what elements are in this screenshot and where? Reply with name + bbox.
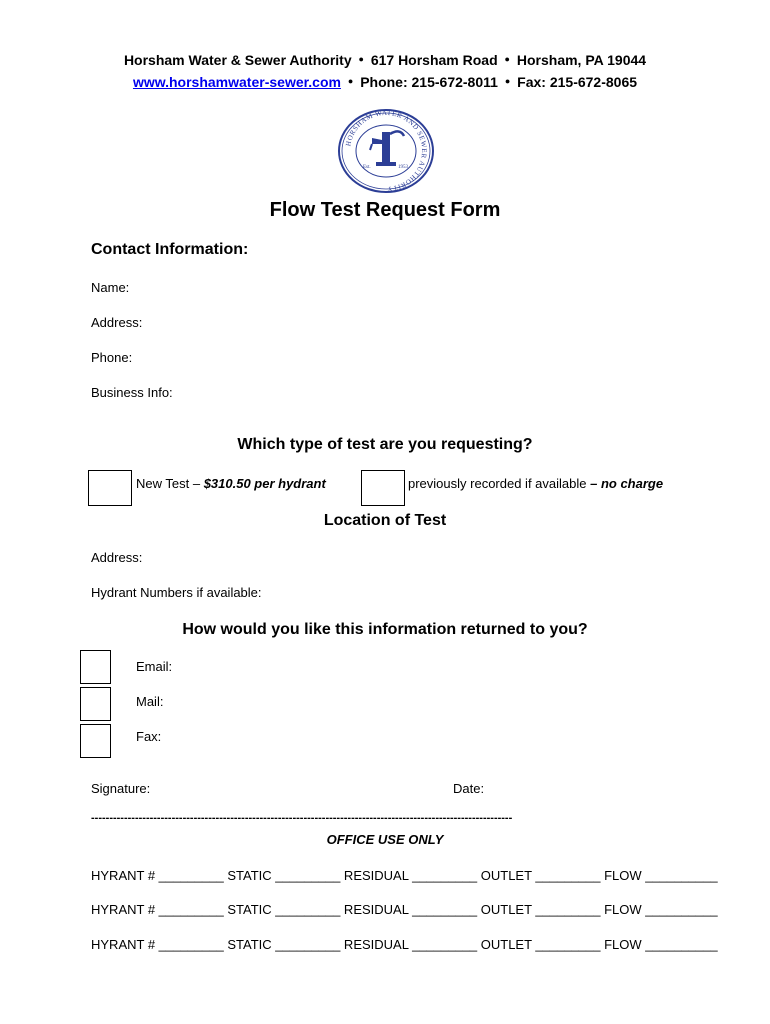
office-divider: ------------------------------------------------------------------------------------------------------------------- — [91, 812, 513, 824]
office-row: HYRANT # _________ STATIC _________ RESIDUAL _________ OUTLET _________ FLOW __________ — [91, 902, 718, 917]
new-test-price: $310.50 per hydrant — [203, 476, 326, 491]
authority-name: Horsham Water & Sewer Authority — [123, 52, 352, 68]
fax-checkbox[interactable] — [80, 724, 111, 758]
new-test-checkbox[interactable] — [88, 470, 132, 506]
office-row: HYRANT # _________ STATIC _________ RESIDUAL _________ OUTLET _________ FLOW __________ — [91, 868, 718, 883]
business-info-label: Business Info: — [91, 385, 173, 400]
test-type-question: Which type of test are you requesting? — [237, 436, 533, 453]
new-test-label — [136, 476, 326, 491]
separator-dot: ● — [504, 54, 510, 64]
signature-label: Signature: — [91, 781, 151, 796]
date-label: Date: — [453, 781, 485, 796]
email-checkbox[interactable] — [80, 650, 111, 684]
header-line-2 — [0, 74, 770, 90]
website-link[interactable]: www.horshamwater-sewer.com — [132, 74, 341, 90]
hydrant-numbers-label: Hydrant Numbers if available: — [91, 585, 262, 600]
page-title: Flow Test Request Form — [269, 199, 501, 221]
svg-text:HORSHAM WATER AND SEWER AUTHOR: HORSHAM WATER AND SEWER AUTHORITY — [344, 108, 429, 194]
header-line-1 — [0, 52, 770, 68]
location-address-label: Address: — [91, 550, 143, 565]
contact-heading: Contact Information: — [91, 241, 249, 258]
separator-dot: ● — [358, 54, 364, 64]
office-row: HYRANT # _________ STATIC _________ RESIDUAL _________ OUTLET _________ FLOW __________ — [91, 937, 718, 952]
logo-seal-icon — [336, 108, 436, 194]
authority-city: Horsham, PA 19044 — [516, 52, 647, 68]
mail-checkbox[interactable] — [80, 687, 111, 721]
previous-test-checkbox[interactable] — [361, 470, 405, 506]
logo-est: Est. — [363, 165, 371, 170]
name-label: Name: — [91, 280, 130, 295]
authority-logo — [336, 108, 436, 194]
address-label: Address: — [91, 315, 143, 330]
previous-test-label — [408, 476, 663, 491]
email-label: Email: — [136, 659, 173, 674]
previous-test-text: previously recorded if available — [408, 476, 591, 491]
previous-test-charge: – no charge — [590, 476, 664, 491]
new-test-prefix: New Test – — [136, 476, 204, 491]
office-use-heading: OFFICE USE ONLY — [326, 832, 444, 847]
phone-number: Phone: 215-672-8011 — [360, 74, 498, 90]
logo-year: 1953 — [398, 165, 408, 170]
separator-dot: ● — [504, 76, 511, 86]
mail-label: Mail: — [136, 694, 164, 709]
fax-label: Fax: — [136, 729, 162, 744]
location-heading: Location of Test — [323, 512, 447, 529]
fax-number: Fax: 215-672-8065 — [517, 74, 638, 90]
authority-address: 617 Horsham Road — [370, 52, 498, 68]
separator-dot: ● — [347, 76, 354, 86]
return-method-question: How would you like this information returned to you? — [182, 621, 588, 638]
phone-label: Phone: — [91, 350, 133, 365]
